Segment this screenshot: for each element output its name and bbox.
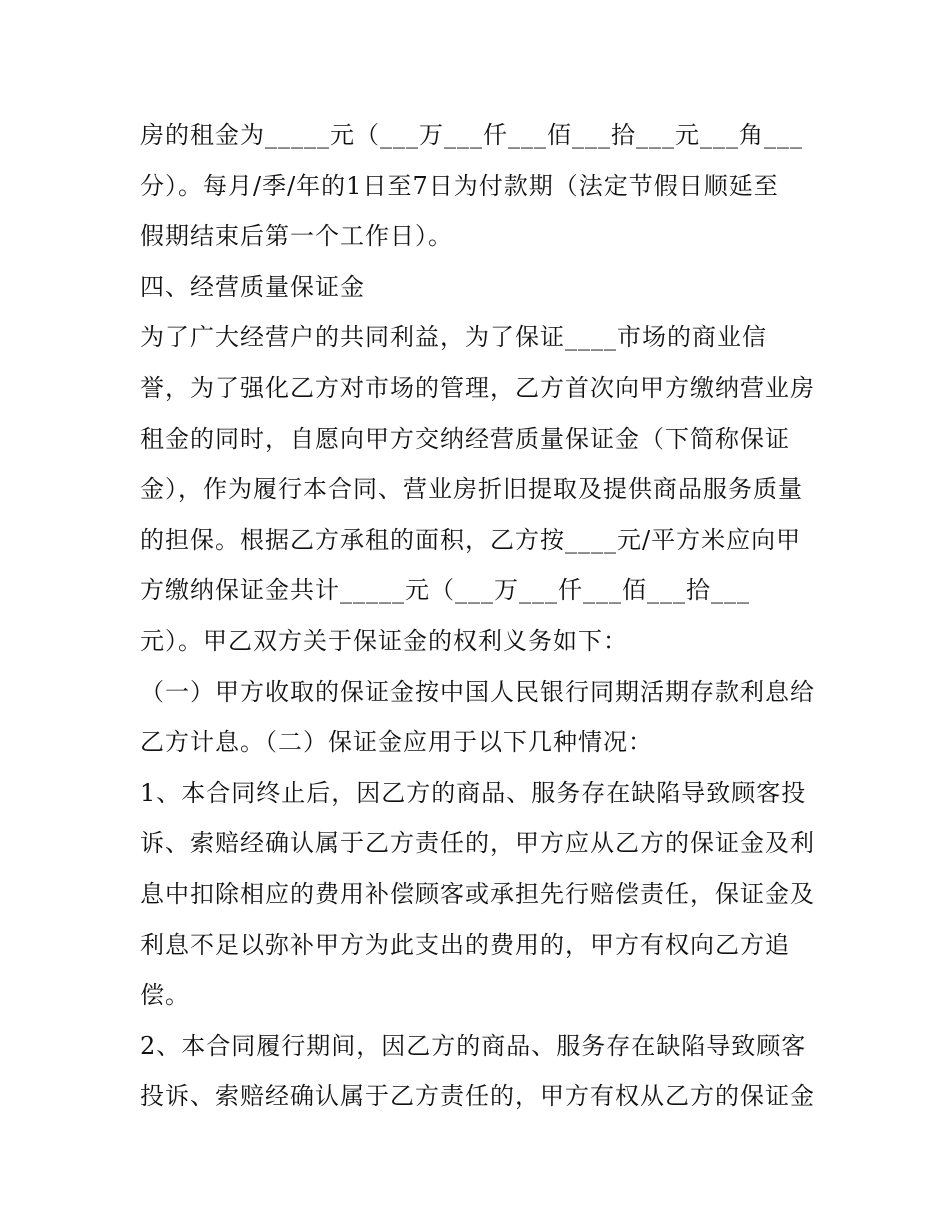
text-line: 息中扣除相应的费用补偿顾客或承担先行赔偿责任，保证金及 [140, 879, 815, 908]
text-line: 2、本合同履行期间，因乙方的商品、服务存在缺陷导致顾客 [140, 1031, 807, 1060]
text-line: 方缴纳保证金共计_____元（___万___仟___佰___拾___ [140, 576, 750, 605]
text-line: 利息不足以弥补甲方为此支出的费用的，甲方有权向乙方追 [140, 930, 790, 959]
text-line: 元）。甲乙双方关于保证金的权利义务如下： [140, 626, 628, 655]
text-line: 的担保。根据乙方承租的面积，乙方按____元/平方米应向甲 [140, 525, 802, 554]
text-line: 诉、索赔经确认属于乙方责任的，甲方应从乙方的保证金及利 [140, 829, 815, 858]
section-heading: 四、经营质量保证金 [140, 272, 365, 301]
text-line: 为了广大经营户的共同利益，为了保证____市场的商业信 [140, 323, 767, 352]
text-line: 金），作为履行本合同、营业房折旧提取及提供商品服务质量 [140, 475, 803, 504]
text-line: 乙方计息。（二）保证金应用于以下几种情况： [140, 728, 653, 757]
text-line: 分）。每月/季/年的1日至7日为付款期（法定节假日顺延至 [140, 171, 779, 200]
text-line: 偿。 [140, 981, 190, 1010]
text-line: 房的租金为_____元（___万___仟___佰___拾___元___角___ [140, 121, 803, 149]
text-line: 1、本合同终止后，因乙方的商品、服务存在缺陷导致顾客投 [140, 778, 807, 807]
text-line: 租金的同时，自愿向甲方交纳经营质量保证金（下简称保证 [140, 424, 790, 453]
contract-text [140, 110, 820, 1122]
text-line: 誉，为了强化乙方对市场的管理，乙方首次向甲方缴纳营业房 [140, 373, 815, 402]
text-line: 投诉、索赔经确认属于乙方责任的，甲方有权从乙方的保证金 [140, 1082, 815, 1111]
text-line: 假期结束后第一个工作日）。 [140, 222, 453, 251]
text-line: （一）甲方收取的保证金按中国人民银行同期活期存款利息给 [140, 677, 815, 706]
